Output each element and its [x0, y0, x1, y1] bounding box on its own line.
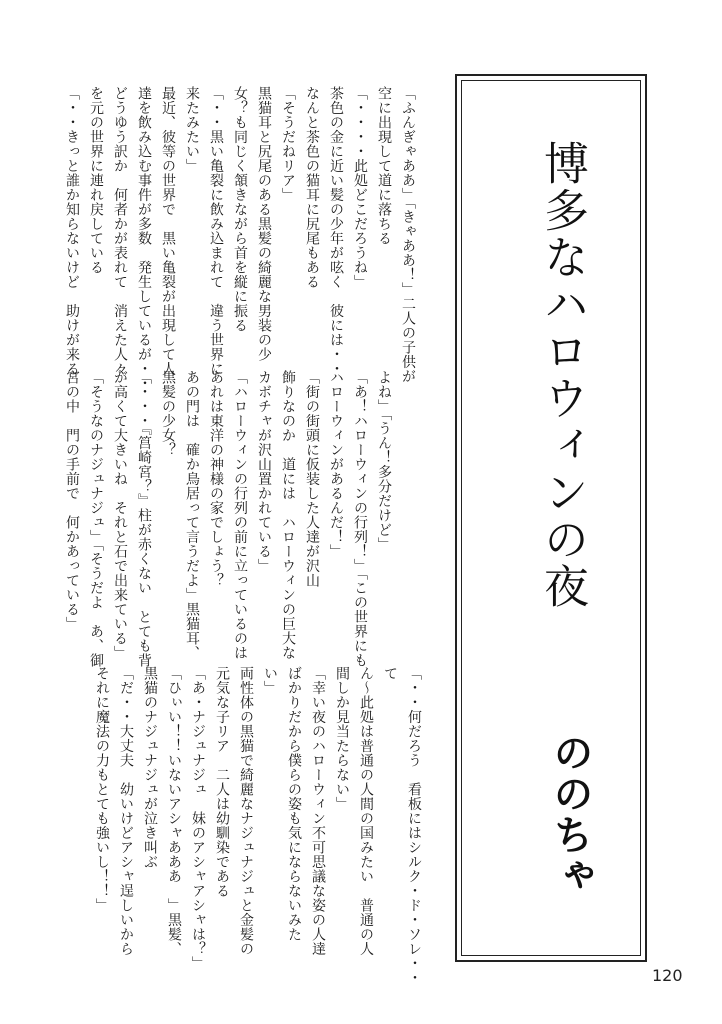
text-block-bottom — [90, 666, 426, 985]
text-line: ハローウィンがあるんだ！」 — [328, 370, 344, 559]
text-line: 「だ・・大丈夫 幼いけどアシャ逞しいから — [118, 666, 134, 956]
text-line: それに魔法の力もとても強いし！！」 — [94, 666, 110, 913]
text-line: 「そうだねリア」 — [280, 86, 296, 202]
text-line: 茶色の金に近い髪の少年が呟く 彼には・・ — [328, 86, 344, 376]
text-line: い」 — [262, 666, 278, 695]
text-line: あの門は 確か鳥居って言うだよ」黒猫耳、 — [184, 370, 200, 660]
text-line: あれは東洋の神様の家でしょう？ — [208, 370, 224, 588]
text-line: 元気な子リア 二人は幼馴染である — [214, 666, 230, 898]
text-line: ん～此処は普通の人間の国みたい 普通の人 — [358, 666, 374, 956]
text-line: 「・・・・此処どこだろうね」 — [352, 86, 368, 289]
text-block-top — [60, 86, 420, 391]
text-line: どうゆう訳か 何者かが表れて 消えた人々 — [112, 86, 128, 376]
text-line: よね」「うん！多分だけど」 — [376, 370, 392, 552]
text-line: 「ふんぎゃああ」「きゃああ！」二人の子供が — [400, 86, 416, 384]
text-line: を元の世界に連れ戻している — [88, 86, 104, 275]
text-line: ばかりだから僕らの姿も気にならないみた — [286, 666, 302, 942]
text-line: 黒髪の少女？ — [160, 370, 176, 457]
text-line: 「あ！ハローウィンの行列！」「この世界にも — [352, 370, 368, 668]
text-line: 「・・きっと誰か知らないけど 助けが来る — [64, 86, 80, 376]
text-line: 「・・黒い亀裂に飲み込まれて 違う世界に — [208, 86, 224, 376]
text-line: 最近、彼等の世界で 黒い亀裂が出現して人 — [160, 86, 176, 376]
text-line: 達を飲み込む事件が多数 発生しているが・・ — [136, 86, 152, 391]
author-name: ののちゃ — [547, 732, 593, 896]
text-line: カボチャが沢山置かれている」 — [256, 370, 272, 573]
text-line: 黒猫のナジュナジュが泣き叫ぶ — [142, 666, 158, 869]
text-line: 両性体の黒猫で綺麗なナジュナジュと金髪の — [238, 666, 254, 956]
text-line: 来たみたい」 — [184, 86, 200, 173]
text-line: なんと茶色の猫耳に尻尾もある — [304, 86, 320, 289]
text-block-middle — [60, 370, 396, 668]
text-line: 「・・何だろう 看板にはシルク・ド・ソレ・・ — [406, 666, 422, 985]
text-line: 空に出現して道に落ちる — [376, 86, 392, 246]
text-line: 「ハローウィンの行列の前に立っているのは — [232, 370, 248, 660]
text-line: 「街の街頭に仮装した人達が沢山 — [304, 370, 320, 588]
text-line: 「・・・『筥崎宮？』柱が赤くない とても背 — [136, 370, 152, 668]
text-line: 女？も同じく頷きながら首を縦に振る — [232, 86, 248, 333]
text-line: 「幸い夜のハローウィン不可思議な姿の人達 — [310, 666, 326, 956]
text-line: が高くて大きいね それと石で出来ている」 — [112, 370, 128, 660]
text-line: 「そうなのナジュナジュ」「そうだよ あ、御 — [88, 370, 104, 668]
text-line: 間しか見当たらない」 — [334, 666, 350, 811]
page-number: 120 — [652, 966, 683, 985]
text-line: 「ひぃい！！いないアシャあああ 」黒髪、 — [166, 666, 182, 956]
text-line: て — [382, 666, 398, 681]
text-line: 「あ・ナジュナジュ 妹のアシャアシャは？」 — [190, 666, 206, 971]
text-line: 飾りなのか 道には ハローウィンの巨大な — [280, 370, 296, 660]
story-title: 博多なハロウィンの夜 — [536, 140, 589, 610]
text-line: 宮の中 門の手前で 何かあっている」 — [64, 370, 80, 631]
text-line: 黒猫耳と尻尾のある黒髪の綺麗な男装の少 — [256, 86, 272, 362]
